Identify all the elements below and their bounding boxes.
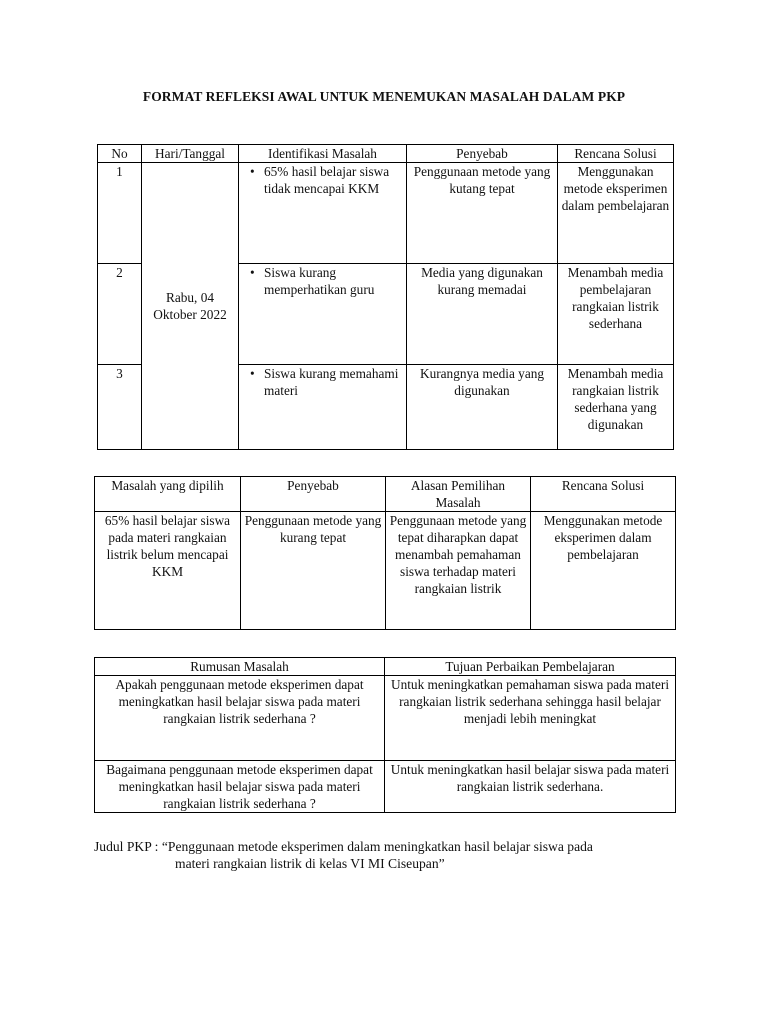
- header-solution: Rencana Solusi: [558, 145, 674, 163]
- problem-cell: [239, 365, 407, 450]
- header-objective: Tujuan Perbaikan Pembelajaran: [385, 658, 676, 676]
- header-cause: Penyebab: [407, 145, 558, 163]
- row-number: 2: [98, 264, 142, 365]
- problem-cell: [239, 264, 407, 365]
- solution-cell: Menggunakan metode eksperimen dalam pembelajaran: [531, 512, 676, 630]
- header-date: Hari/Tanggal: [142, 145, 239, 163]
- cause-cell: Penggunaan metode yang kurang tepat: [241, 512, 386, 630]
- objective-cell: Untuk meningkatkan pemahaman siswa pada materi rangkaian listrik sederhana sehingga hasil belajar menjadi lebih meningkat: [385, 676, 676, 761]
- selected-problem-cell: 65% hasil belajar siswa pada materi rangkaian listrik belum mencapai KKM: [95, 512, 241, 630]
- formulation-cell: Apakah penggunaan metode eksperimen dapat meningkatkan hasil belajar siswa pada materi rangkaian listrik sederhana ?: [95, 676, 385, 761]
- selected-problem-table: [94, 476, 676, 630]
- solution-cell: Menambah media rangkaian listrik sederhana yang digunakan: [558, 365, 674, 450]
- row-number: 1: [98, 163, 142, 264]
- table-row: [95, 761, 676, 813]
- cause-cell: Kurangnya media yang digunakan: [407, 365, 558, 450]
- pkp-title-line-1: Judul PKP : “Penggunaan metode eksperimen dalam meningkatkan hasil belajar siswa pada: [94, 839, 593, 854]
- cause-cell: Media yang digunakan kurang memadai: [407, 264, 558, 365]
- solution-cell: Menambah media pembelajaran rangkaian listrik sederhana: [558, 264, 674, 365]
- formulation-table: [94, 657, 676, 813]
- objective-cell: Untuk meningkatkan hasil belajar siswa pada materi rangkaian listrik sederhana.: [385, 761, 676, 813]
- header-no: No: [98, 145, 142, 163]
- bullet-icon: •: [250, 164, 255, 179]
- document-title: FORMAT REFLEKSI AWAL UNTUK MENEMUKAN MASALAH DALAM PKP: [142, 89, 626, 104]
- reason-cell: Penggunaan metode yang tepat diharapkan dapat menambah pemahaman siswa terhadap materi rangkaian listrik: [386, 512, 531, 630]
- table-row: [95, 512, 676, 630]
- header-formulation: Rumusan Masalah: [95, 658, 385, 676]
- header-reason: Alasan Pemilihan Masalah: [386, 477, 531, 512]
- problem-cell: [239, 163, 407, 264]
- cause-cell: Penggunaan metode yang kutang tepat: [407, 163, 558, 264]
- pkp-title-line-2: materi rangkaian listrik di kelas VI MI Ciseupan”: [175, 856, 445, 871]
- date-cell: Rabu, 04 Oktober 2022: [142, 163, 239, 450]
- table-row: [95, 676, 676, 761]
- header-identification: Identifikasi Masalah: [239, 145, 407, 163]
- bullet-icon: •: [250, 366, 255, 381]
- header-cause: Penyebab: [241, 477, 386, 512]
- problem-text: 65% hasil belajar siswa tidak mencapai KKM: [264, 164, 390, 196]
- formulation-cell: Bagaimana penggunaan metode eksperimen dapat meningkatkan hasil belajar siswa pada materi rangkaian listrik sederhana ?: [95, 761, 385, 813]
- header-solution: Rencana Solusi: [531, 477, 676, 512]
- pkp-title: [94, 838, 684, 872]
- problem-text: Siswa kurang memahami materi: [264, 366, 399, 398]
- reflection-table: [97, 144, 674, 450]
- table-row: [98, 163, 674, 264]
- bullet-icon: •: [250, 265, 255, 280]
- solution-cell: Menggunakan metode eksperimen dalam pembelajaran: [558, 163, 674, 264]
- problem-text: Siswa kurang memperhatikan guru: [264, 265, 375, 297]
- row-number: 3: [98, 365, 142, 450]
- header-selected-problem: Masalah yang dipilih: [95, 477, 241, 512]
